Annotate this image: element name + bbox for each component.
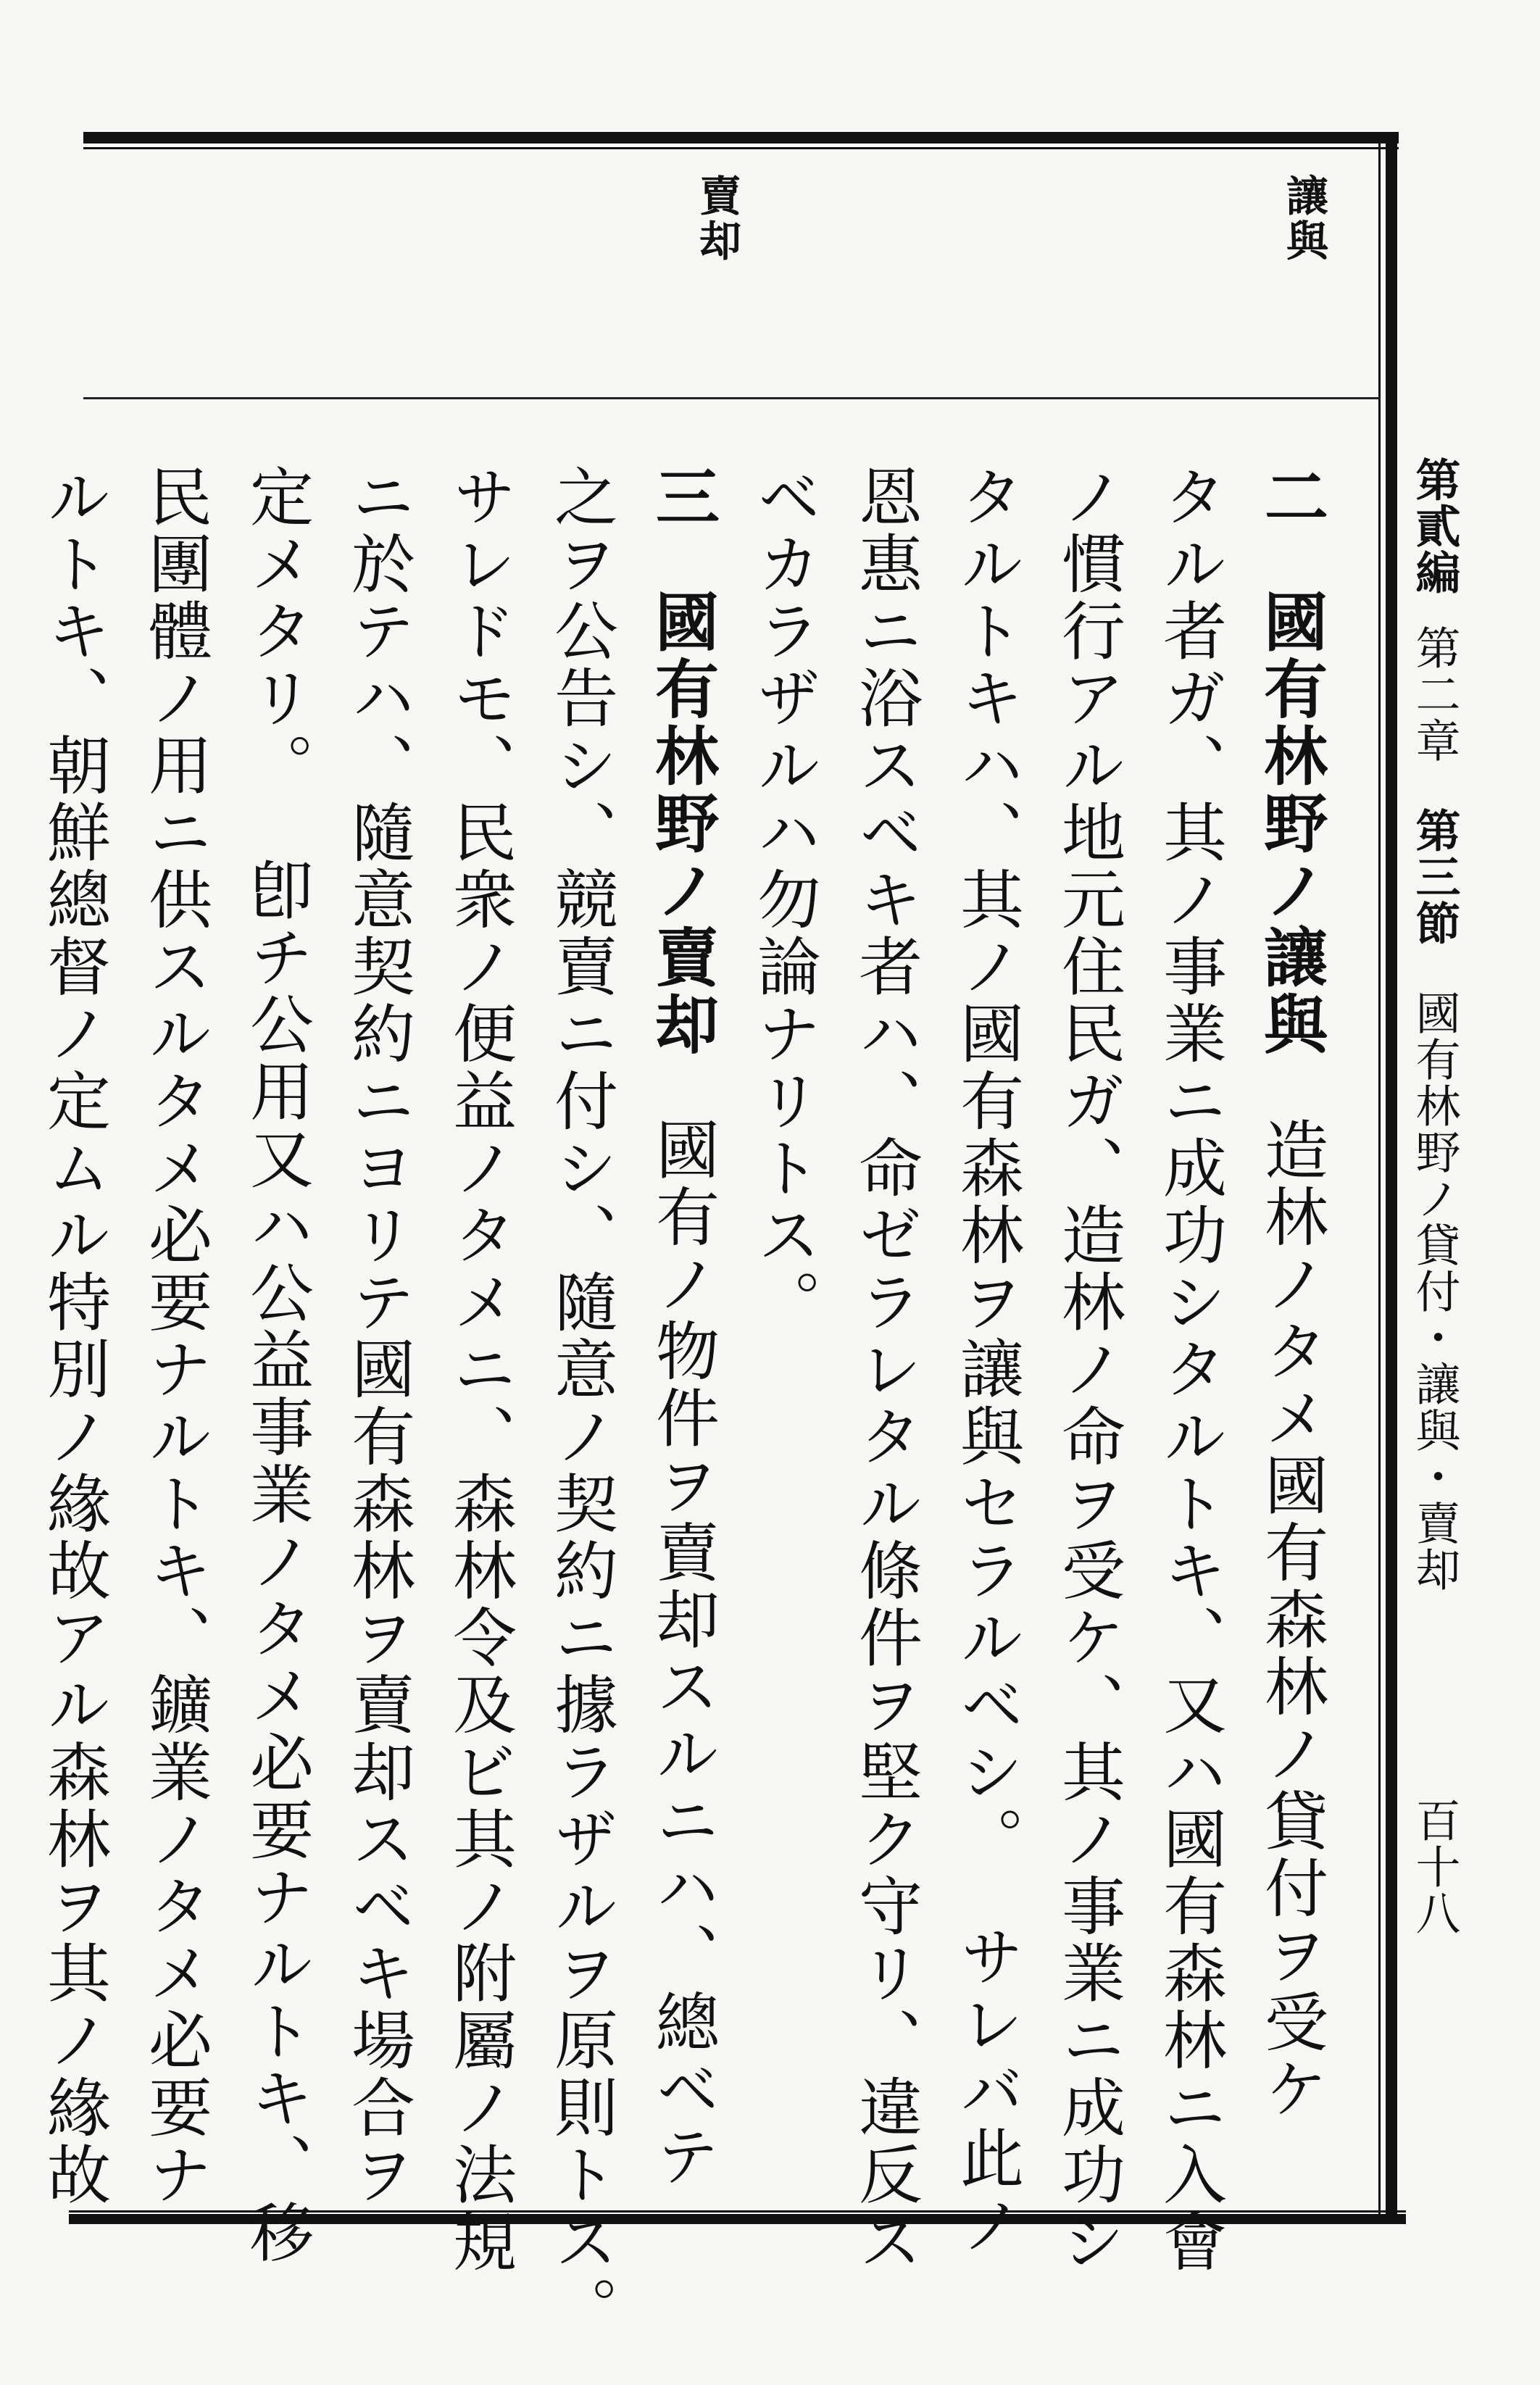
body-column-1	[1254, 464, 1329, 2123]
column-text-continued: 卽チ公用又ハ公益事業ノタメ必要ナルトキ、移	[240, 857, 315, 2267]
running-head-chapter: 第二章	[1408, 625, 1461, 764]
page-number: 百十八	[1408, 1797, 1461, 1936]
clause-marker-2: 二	[1254, 464, 1329, 531]
body-column-9	[443, 464, 517, 2276]
frame-top-rule-thin	[83, 147, 1399, 149]
body-column-6	[747, 464, 822, 1336]
column-text: 恩惠ニ浴スベキ者ハ、命ゼラレタル條件ヲ堅ク守リ、違反ス	[849, 464, 923, 2276]
body-column-5	[849, 464, 923, 2276]
body-column-3	[1052, 464, 1126, 2276]
column-text: 民團體ノ用ニ供スルタメ必要ナルトキ、鑛業ノタメ必要ナ	[138, 464, 213, 2209]
column-text: ニ於テハ、隨意契約ニヨリテ國有森林ヲ賣却スベキ場合ヲ	[341, 464, 416, 2209]
column-text: 定メタリ。	[240, 464, 315, 799]
body-column-2	[1153, 464, 1228, 2276]
body-column-7	[645, 464, 720, 2191]
body-column-11	[240, 464, 315, 2267]
running-head-section-title: 國有林野ノ貸付・讓與・賣却	[1408, 990, 1461, 1593]
frame-right-rule	[1386, 132, 1397, 2224]
running-head-section: 第三節	[1408, 807, 1461, 946]
clause-marker-3: 三	[646, 464, 720, 531]
running-head	[1408, 457, 1461, 1593]
clause-heading-sale: 國有林野ノ賣却	[645, 588, 720, 1059]
body-column-13	[37, 464, 112, 2209]
running-head-part: 第貳編	[1408, 457, 1461, 596]
body-column-10	[341, 464, 416, 2209]
frame-right-rule-thin	[1378, 132, 1381, 2224]
column-text: 之ヲ公告シ、競賣ニ付シ、隨意ノ契約ニ據ラザルヲ原則トス。	[544, 464, 619, 2343]
column-text: ベカラザルハ勿論ナリトス。	[747, 464, 822, 1336]
margin-note-sale: 賣却	[692, 174, 741, 264]
body-column-8	[544, 464, 619, 2343]
column-text: 國有ノ物件ヲ賣却スルニハ、總ベテ	[646, 1116, 720, 2191]
column-text: タルトキハ、其ノ國有森林ヲ讓與セラルベシ。	[950, 464, 1025, 1873]
body-column-12	[138, 464, 213, 2209]
column-text-continued: サレバ此ノ	[950, 1923, 1025, 2260]
margin-note-rule	[83, 397, 1381, 399]
margin-note-transfer: 讓與	[1279, 174, 1328, 264]
body-column-4	[950, 464, 1025, 2260]
clause-heading-transfer: 國有林野ノ讓與	[1254, 588, 1329, 1059]
column-text: タル者ガ、其ノ事業ニ成功シタルトキ、又ハ國有森林ニ入會	[1153, 464, 1228, 2276]
column-text: サレドモ、民衆ノ便益ノタメニ、森林令及ビ其ノ附屬ノ法規	[443, 464, 517, 2276]
frame-top-rule	[83, 132, 1399, 143]
column-text: ノ慣行アル地元住民ガ、造林ノ命ヲ受ケ、其ノ事業ニ成功シ	[1052, 464, 1126, 2276]
column-text: ルトキ、朝鮮總督ノ定ムル特別ノ緣故アル森林ヲ其ノ緣故	[37, 464, 112, 2209]
column-text: 造林ノタメ國有森林ノ貸付ヲ受ケ	[1254, 1116, 1329, 2123]
